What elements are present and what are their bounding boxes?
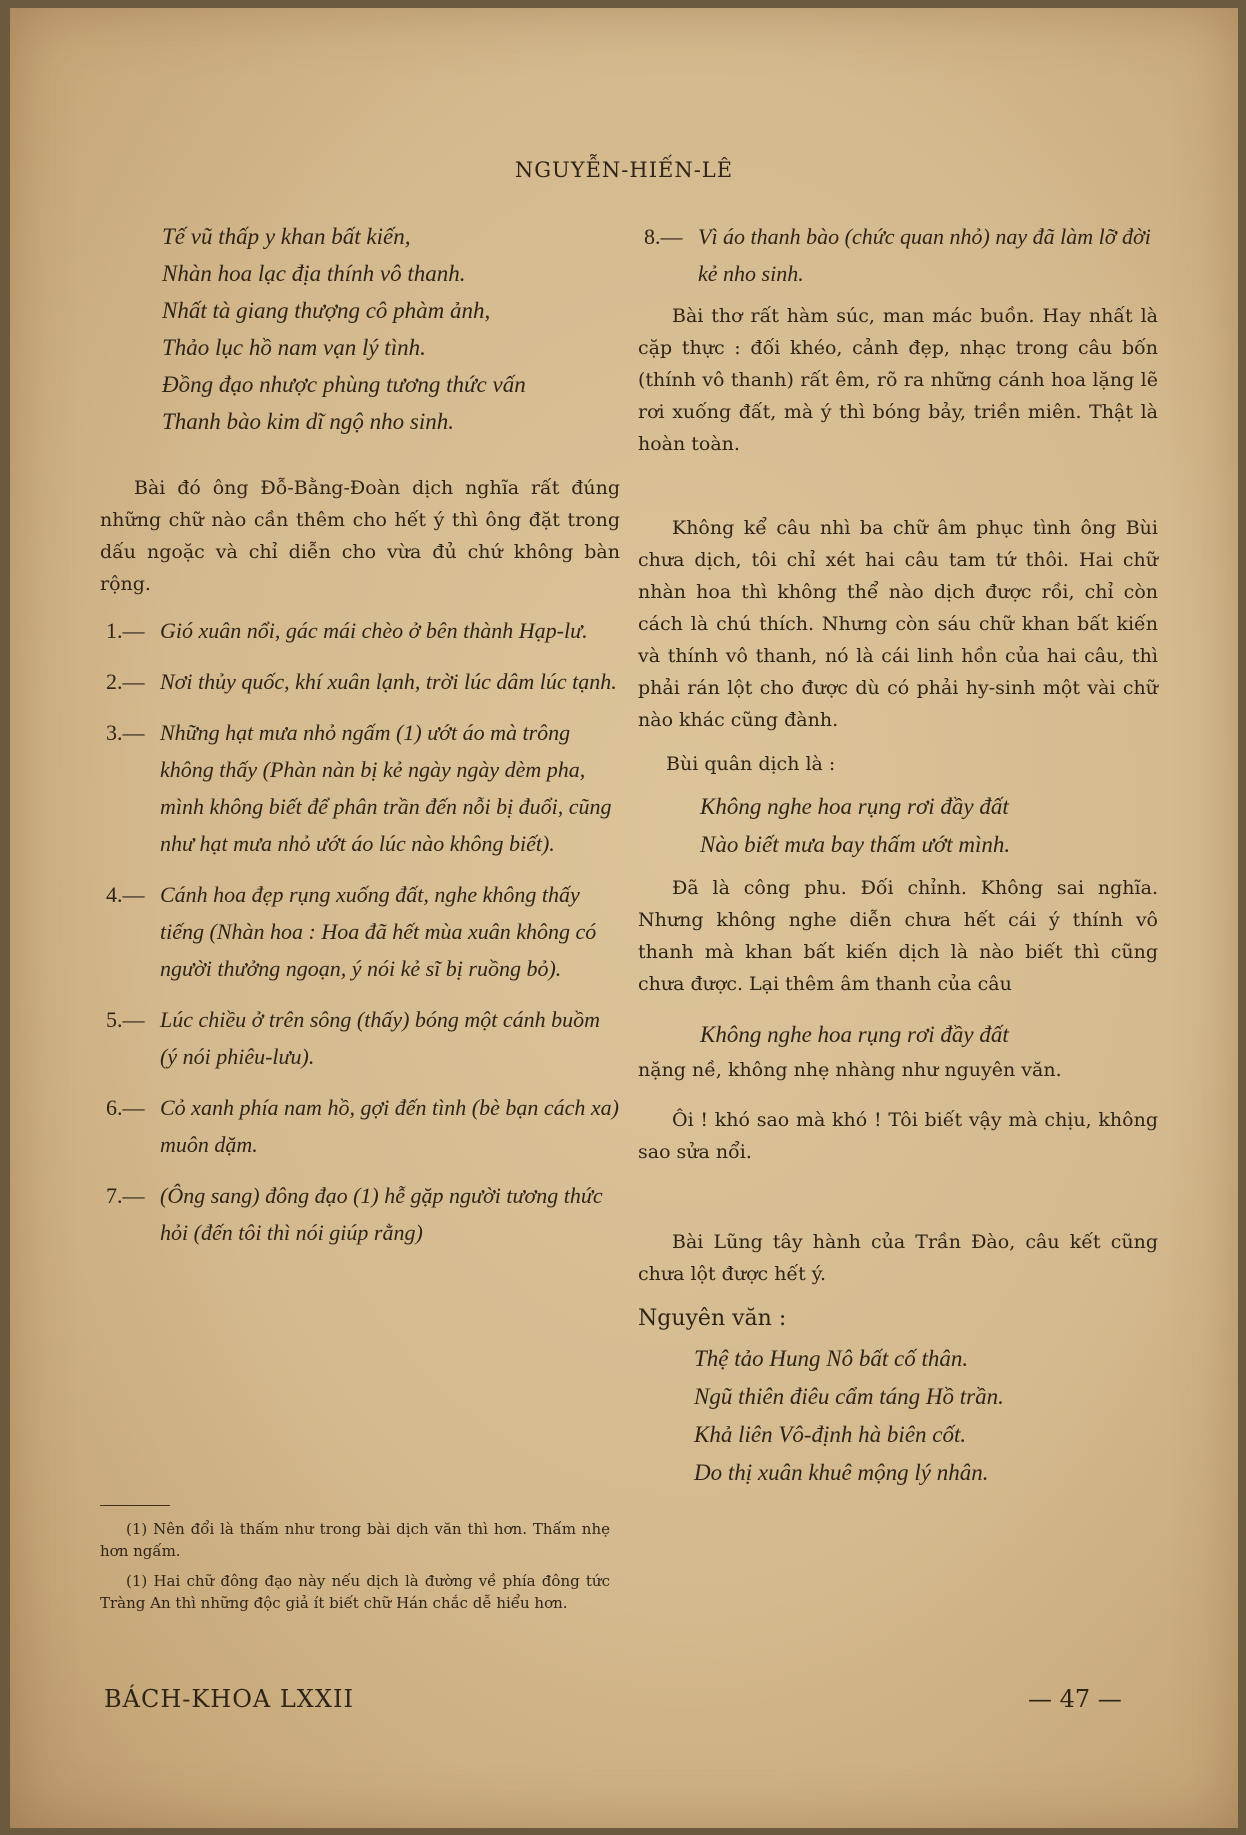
item-text: Những hạt mưa nhỏ ngấm (1) ướt áo mà trông không thấy (Phàn nàn bị kẻ ngày ngày dèm pha, mình không biết để phân trần đến nỗi bị đuổi, cũng như hạt mưa nhỏ ướt áo lúc nào không biết). bbox=[160, 720, 612, 856]
paragraph-text: Ôi ! khó sao mà khó ! Tôi biết vậy mà chịu, không sao sửa nổi. bbox=[638, 1109, 1158, 1163]
item-number: 4.— bbox=[106, 882, 145, 907]
poem-line: Nhàn hoa lạc địa thính vô thanh. bbox=[162, 261, 466, 286]
item-text: Lúc chiều ở trên sông (thấy) bóng một cánh buồm (ý nói phiêu-lưu). bbox=[160, 1007, 601, 1069]
list-item bbox=[100, 612, 620, 649]
footnote-text: (1) Nên đổi là thấm như trong bài dịch văn thì hơn. Thấm nhẹ hơn ngấm. bbox=[100, 1520, 610, 1560]
poem-line: Khả liên Vô-định hà biên cốt. bbox=[694, 1422, 967, 1447]
paragraph bbox=[638, 1054, 1158, 1086]
item-number: 8.— bbox=[644, 224, 683, 249]
item-text: Cỏ xanh phía nam hồ, gợi đến tình (bè bạn cách xa) muôn dặm. bbox=[160, 1095, 619, 1157]
list-item bbox=[100, 663, 620, 700]
list-item bbox=[100, 714, 620, 862]
item-number: 3.— bbox=[106, 720, 145, 745]
poem-line: Thanh bào kim dĩ ngộ nho sinh. bbox=[162, 409, 454, 434]
paragraph bbox=[638, 512, 1158, 736]
poem-line: Đồng đạo nhược phùng tương thức vấn bbox=[162, 372, 526, 397]
left-column bbox=[100, 218, 620, 1265]
footnote-divider bbox=[100, 1505, 170, 1506]
poem-line: Thảo lục hồ nam vạn lý tình. bbox=[162, 335, 426, 360]
quote-line: Không nghe hoa rụng rơi đầy đất bbox=[700, 794, 1009, 819]
paragraph bbox=[638, 872, 1158, 1000]
paragraph-text: nặng nề, không nhẹ nhàng như nguyên văn. bbox=[638, 1059, 1062, 1081]
paragraph bbox=[638, 300, 1158, 460]
quote-line: Không nghe hoa rụng rơi đầy đất bbox=[700, 1022, 1009, 1047]
intro-paragraph bbox=[100, 472, 620, 600]
item-text: Gió xuân nổi, gác mái chèo ở bên thành Hạp-lư. bbox=[160, 618, 588, 643]
paragraph-text: Bùi quân dịch là : bbox=[666, 753, 836, 775]
paragraph bbox=[638, 1104, 1158, 1168]
source-label: Nguyên văn : bbox=[638, 1306, 787, 1331]
poem-line: Do thị xuân khuê mộng lý nhân. bbox=[694, 1460, 989, 1485]
quote-line: Nào biết mưa bay thấm ướt mình. bbox=[700, 832, 1011, 857]
list-item bbox=[100, 876, 620, 987]
list-item bbox=[638, 218, 1158, 292]
item-number: 2.— bbox=[106, 669, 145, 694]
paragraph-text: Không kể câu nhì ba chữ âm phục tình ông Bùi chưa dịch, tôi chỉ xét hai câu tam tứ thôi. Hai chữ nhàn hoa thì không thể nào dịch được rồi, chỉ còn cách là chú thích. Nhưng còn sáu chữ khan bất kiến và thính vô thanh, nó là cái linh hồn của hai câu, thì phải rán lột cho được dù có phải hy-sinh một vài chữ nào khác cũng đành. bbox=[638, 517, 1158, 731]
item-number: 6.— bbox=[106, 1095, 145, 1120]
paragraph bbox=[638, 748, 1158, 780]
poem-line: Ngũ thiên điêu cẩm táng Hồ trần. bbox=[694, 1384, 1004, 1409]
page-header: NGUYỄN-HIẾN-LÊ bbox=[514, 158, 734, 182]
paragraph bbox=[638, 1226, 1158, 1290]
poem-line: Nhất tà giang thượng cô phàm ảnh, bbox=[162, 298, 491, 323]
item-text: Cánh hoa đẹp rụng xuống đất, nghe không thấy tiếng (Nhàn hoa : Hoa đã hết mùa xuân không có người thưởng ngoạn, ý nói kẻ sĩ bị ruồng bỏ). bbox=[160, 882, 597, 981]
item-text: (Ông sang) đông đạo (1) hễ gặp người tương thức hỏi (đến tôi thì nói giúp rằng) bbox=[160, 1183, 603, 1245]
list-item bbox=[100, 1089, 620, 1163]
paragraph-text: Đã là công phu. Đối chỉnh. Không sai nghĩa. Nhưng không nghe diễn chưa hết cái ý thính vô thanh mà khan bất kiến dịch là nào biết thì cũng chưa được. Lại thêm âm thanh của câu bbox=[638, 877, 1158, 995]
footnote-text: (1) Hai chữ đông đạo này nếu dịch là đường về phía đông tức Tràng An thì những độc giả ít biết chữ Hán chắc dễ hiểu hơn. bbox=[100, 1572, 610, 1612]
item-number: 5.— bbox=[106, 1007, 145, 1032]
footnote bbox=[100, 1570, 610, 1614]
item-number: 7.— bbox=[106, 1183, 145, 1208]
list-item bbox=[100, 1177, 620, 1251]
poem-line: Tế vũ thấp y khan bất kiến, bbox=[162, 224, 411, 249]
right-column bbox=[638, 218, 1158, 1492]
paragraph-text: Bài Lũng tây hành của Trần Đào, câu kết cũng chưa lột được hết ý. bbox=[638, 1231, 1158, 1285]
paragraph-text: Bài thơ rất hàm súc, man mác buồn. Hay nhất là cặp thực : đối khéo, cảnh đẹp, nhạc trong câu bốn (thính vô thanh) rất êm, rõ ra những cánh hoa lặng lẽ rơi xuống đất, mà ý thì bóng bảy, triền miên. Thật là hoàn toàn. bbox=[638, 305, 1158, 455]
page-number: — 47 — bbox=[1028, 1685, 1122, 1713]
poem-line: Thệ tảo Hung Nô bất cố thân. bbox=[694, 1346, 969, 1371]
item-text: Nơi thủy quốc, khí xuân lạnh, trời lúc dâm lúc tạnh. bbox=[160, 669, 617, 694]
journal-footer: BÁCH-KHOA LXXII bbox=[104, 1685, 354, 1713]
item-text: Vì áo thanh bào (chức quan nhỏ) nay đã làm lỡ đời kẻ nho sinh. bbox=[698, 224, 1151, 286]
intro-text: Bài đó ông Đỗ-Bằng-Đoàn dịch nghĩa rất đúng những chữ nào cần thêm cho hết ý thì ông đặt trong dấu ngoặc và chỉ diễn cho vừa đủ chứ không bàn rộng. bbox=[100, 477, 620, 595]
item-number: 1.— bbox=[106, 618, 145, 643]
list-item bbox=[100, 1001, 620, 1075]
footnote bbox=[100, 1518, 610, 1562]
book-page bbox=[10, 8, 1238, 1828]
footnotes bbox=[100, 1505, 610, 1622]
